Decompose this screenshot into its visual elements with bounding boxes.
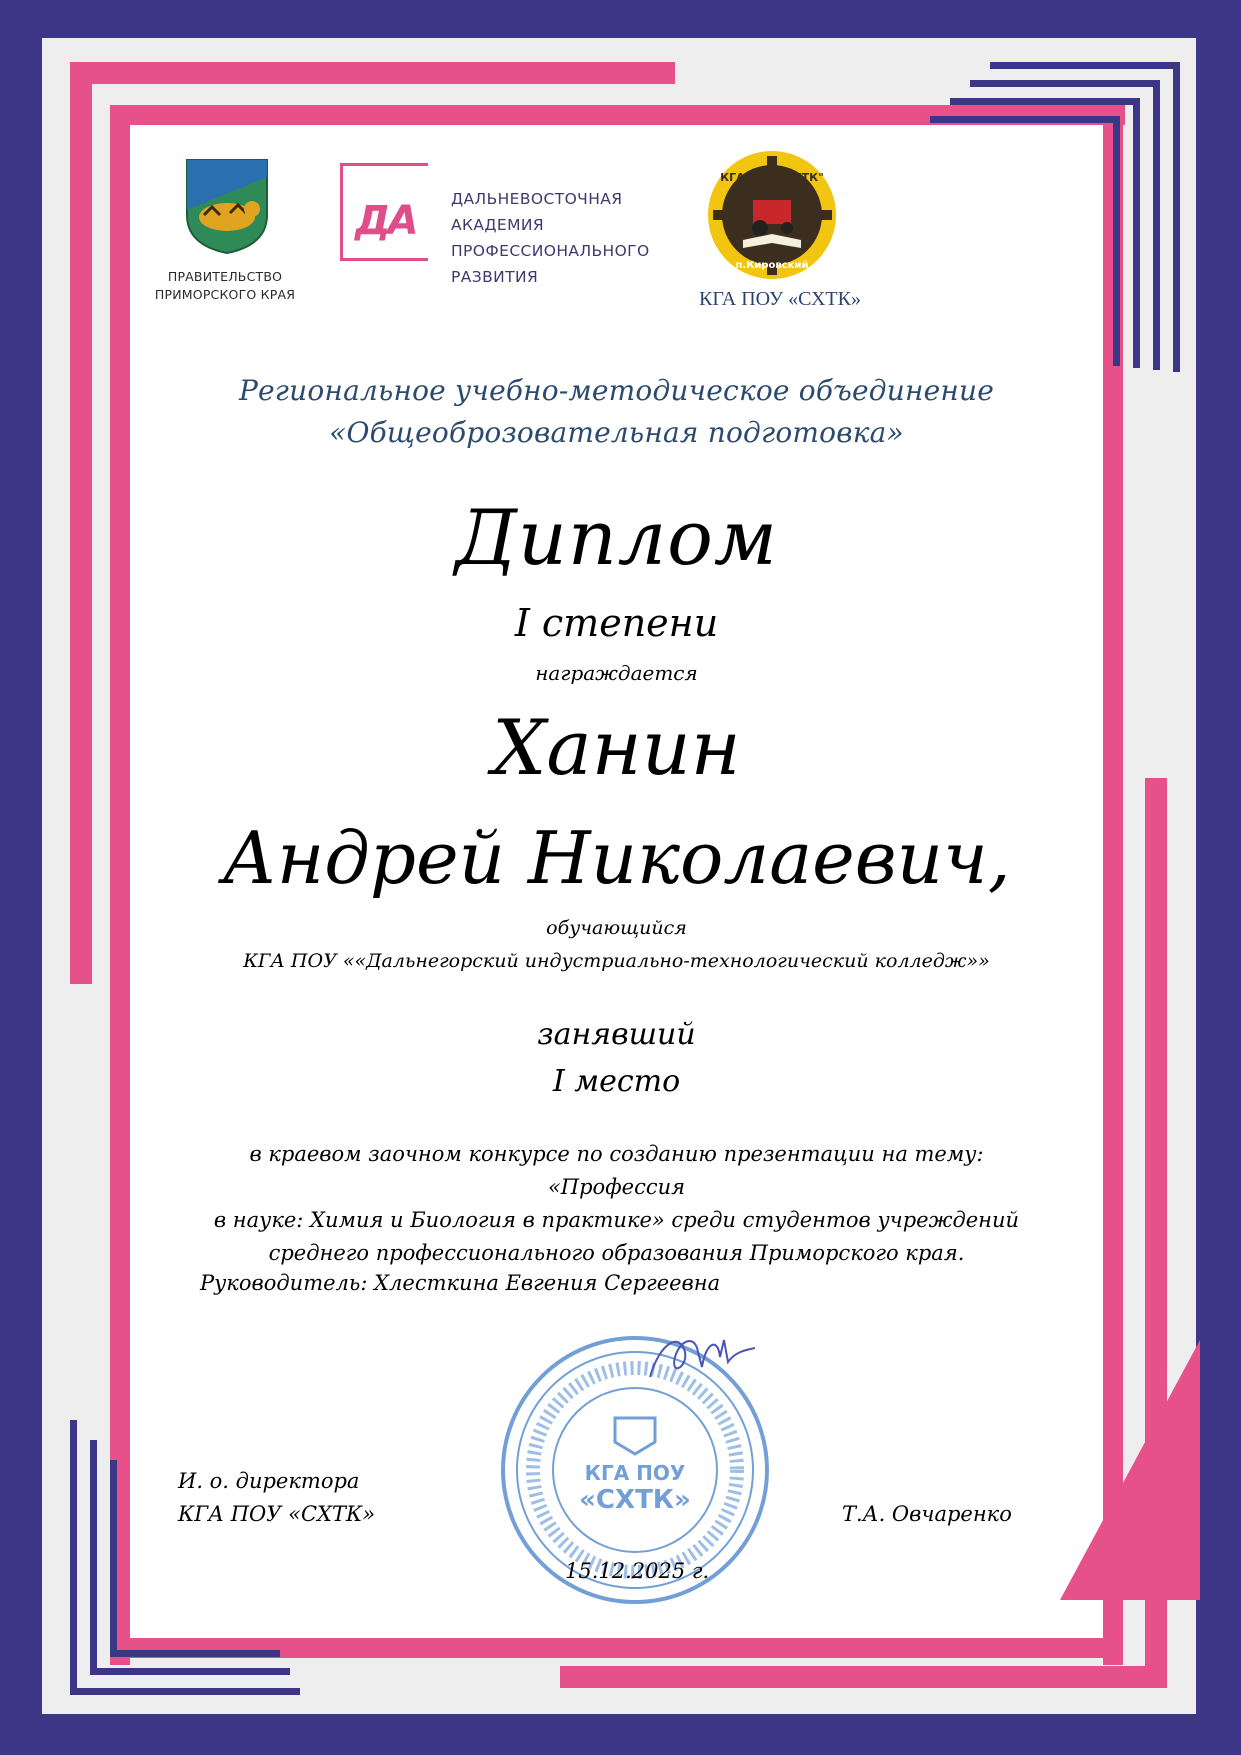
diploma-degree: I степени [514,601,719,645]
frame-navy-line-2 [970,80,1160,87]
director-name: Т.А. Овчаренко [842,1502,1012,1526]
place-label: I место [552,1064,681,1099]
government-caption-line2: ПРИМОРСКОГО КРАЯ [154,287,296,302]
college-logo-bottom-text: п.Кировский [735,260,809,271]
awarded-label: награждается [535,661,698,685]
college-caption: КГА ПОУ «СХТК» [699,288,861,310]
director-signature [640,1322,760,1392]
frame-pink-inner-left [110,105,130,1665]
frame-navy-vert-1 [1173,62,1180,372]
student-label: обучающийся [546,917,687,939]
academy-logo-mark: ДА [355,198,416,244]
frame-navy-line-1 [990,62,1180,69]
director-title [178,1465,375,1531]
primorsky-coat-of-arms [182,155,272,255]
contest-line2: в науке: Химия и Биология в практике» среди студентов учреждений [213,1208,1020,1232]
frame-navy-vert-bl-2 [90,1440,97,1675]
director-title-line1: И. о. директора [178,1469,360,1493]
frame-navy-line-4 [930,116,1120,123]
college-logo-top-text: КГА ПОУ "СХТК" [720,171,824,184]
government-caption-line1: ПРАВИТЕЛЬСТВО [167,269,283,284]
organization-line1: Региональное учебно-методическое объединение [238,374,995,407]
frame-pink-bottom-bar [560,1666,1167,1688]
corner-triangle-bottom-right [1060,1340,1200,1600]
frame-pink-left-bar [70,62,92,984]
frame-navy-line-bl-3 [110,1650,280,1657]
supervisor-line: Руководитель: Хлесткина Евгения Сергеевна [200,1271,721,1295]
academy-name-line3: ПРОФЕССИОНАЛЬНОГО [451,242,650,260]
director-title-line2: КГА ПОУ «СХТК» [178,1502,376,1526]
government-caption [150,268,300,304]
contest-description [190,1138,1043,1270]
issue-date: 15.12.2025 г. [565,1559,710,1583]
contest-line3: среднего профессионального образования Приморского края. [268,1241,965,1265]
organization-line2: «Общеоброзовательная подготовка» [329,416,904,449]
stamp-center-line1: КГА ПОУ [584,1461,686,1485]
frame-navy-vert-bl-3 [110,1460,117,1657]
frame-navy-line-3 [950,98,1140,105]
college-logo [705,148,840,283]
frame-navy-vert-2 [1153,80,1160,370]
academy-name-line4: РАЗВИТИЯ [451,268,539,286]
stamp-center-line2: «СХТК» [579,1485,691,1515]
diploma-title: Диплом [455,493,778,582]
frame-navy-vert-3 [1133,98,1140,368]
recipient-surname: Ханин [492,703,741,792]
recipient-college: КГА ПОУ ««Дальнегорский индустриально-технологический колледж»» [243,950,990,972]
frame-navy-line-bl-1 [70,1688,300,1695]
academy-name [451,186,650,290]
recipient-name: Андрей Николаевич, [222,816,1011,900]
organization-header [130,370,1103,454]
frame-navy-line-bl-2 [90,1668,290,1675]
frame-navy-vert-4 [1113,116,1120,366]
took-label: занявший [537,1017,696,1052]
contest-line1: в краевом заочном конкурсе по созданию презентации на тему: «Профессия [249,1142,984,1199]
academy-name-line2: АКАДЕМИЯ [451,216,545,234]
frame-pink-top-bar [70,62,675,84]
academy-name-line1: ДАЛЬНЕВОСТОЧНАЯ [451,190,623,208]
frame-navy-vert-bl-1 [70,1420,77,1695]
